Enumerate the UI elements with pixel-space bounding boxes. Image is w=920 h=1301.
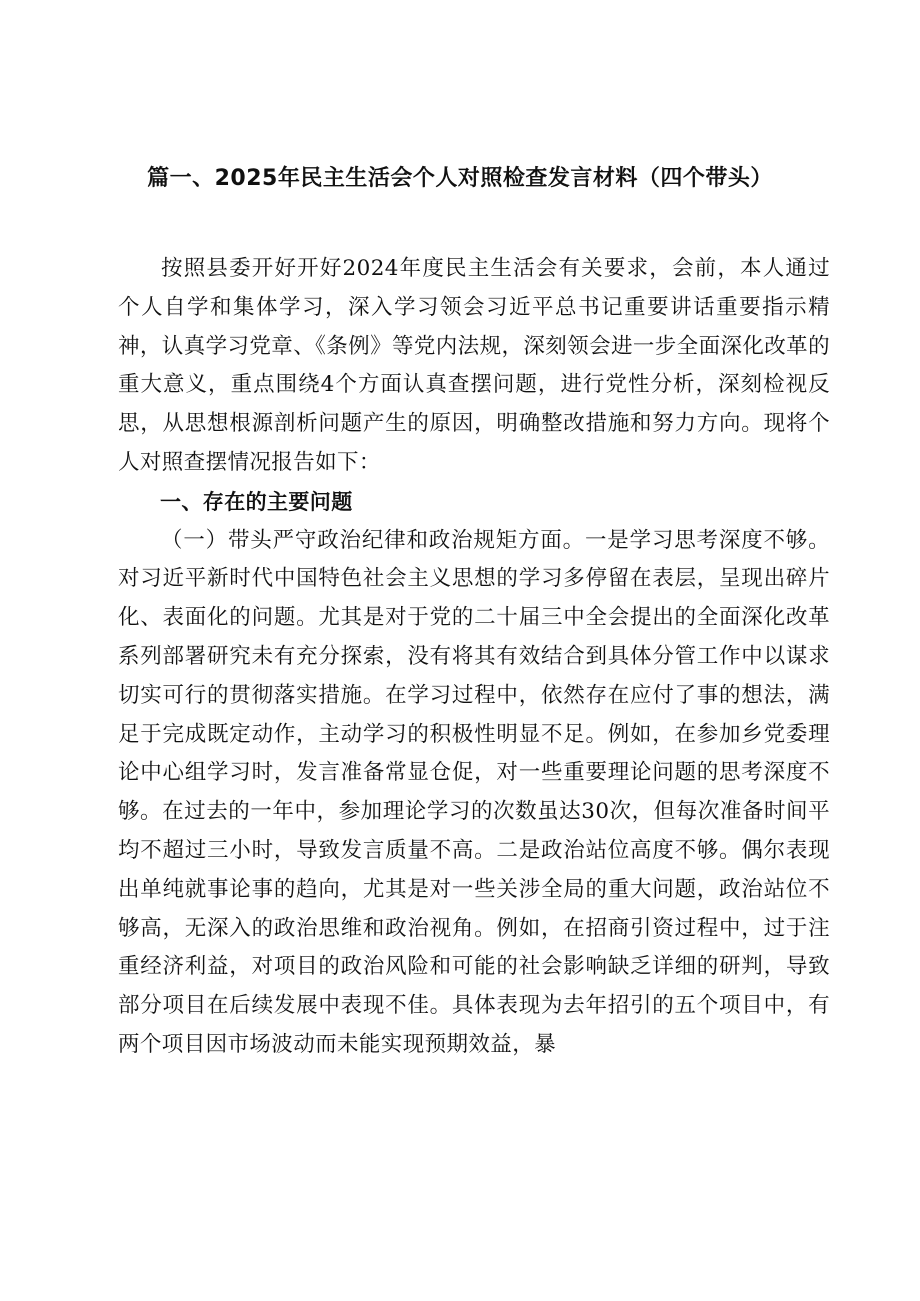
section-paragraph-political-discipline: （一）带头严守政治纪律和政治规矩方面。一是学习思考深度不够。对习近平新时代中国特色社会主义思想的学习多停留在表层，呈现出碎片化、表面化的问题。尤其是对于党的二十届三中全会提出的全面深化改革系列部署研究未有充分探索，没有将其有效结合到具体分管工作中以谋求切实可行的贯彻落实措施。在学习过程中，依然存在应付了事的想法，满足于完成既定动作，主动学习的积极性明显不足。例如，在参加乡党委理论中心组学习时，发言准备常显仓促，对一些重要理论问题的思考深度不够。在过去的一年中，参加理论学习的次数虽达30次，但每次准备时间平均不超过三小时，导致发言质量不高。二是政治站位高度不够。偶尔表现出单纯就事论事的趋向，尤其是对一些关涉全局的重大问题，政治站位不够高，无深入的政治思维和政治视角。例如，在招商引资过程中，过于注重经济利益，对项目的政治风险和可能的社会影响缺乏详细的研判，导致部分项目在后续发展中表现不佳。具体表现为去年招引的五个项目中，有两个项目因市场波动而未能实现预期效益，暴 bbox=[118, 527, 830, 1057]
document-body bbox=[118, 250, 830, 1065]
section-heading-problems: 一、存在的主要问题 bbox=[160, 489, 353, 514]
document-title: 篇一、2025年民主生活会个人对照检查发言材料（四个带头） bbox=[147, 166, 773, 191]
intro-paragraph: 按照县委开好开好2024年度民主生活会有关要求，会前，本人通过个人自学和集体学习，深入学习领会习近平总书记重要讲话重要指示精神，认真学习党章、《条例》等党内法规，深刻领会进一步全面深化改革的重大意义，重点围绕4个方面认真查摆问题，进行党性分析，深刻检视反思，从思想根源剖析问题产生的原因，明确整改措施和努力方向。现将个人对照查摆情况报告如下： bbox=[118, 256, 830, 475]
